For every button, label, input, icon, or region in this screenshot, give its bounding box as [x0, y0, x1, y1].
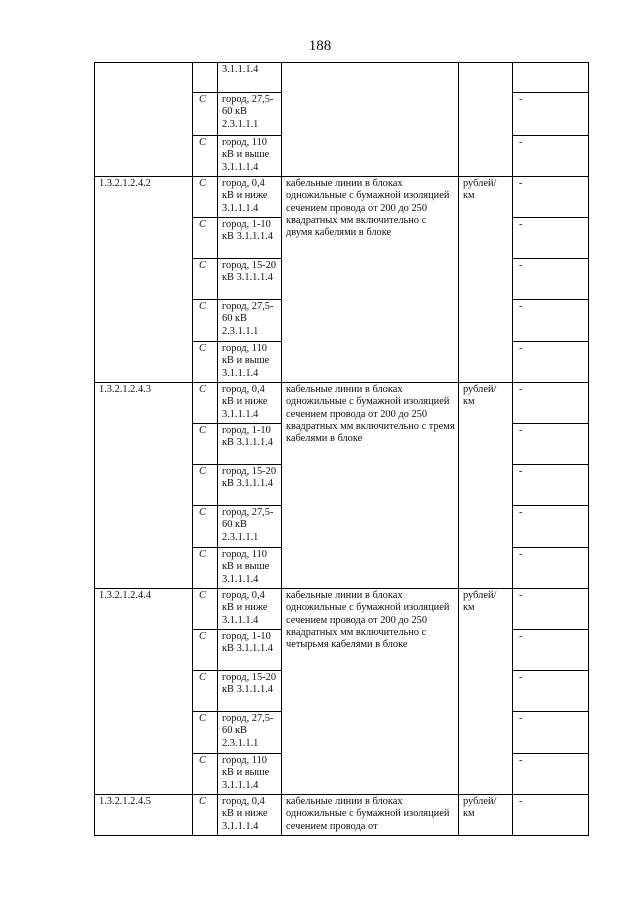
table-row	[95, 589, 589, 630]
value-cell: -	[513, 259, 589, 300]
value-cell: -	[513, 342, 589, 383]
value-cell: -	[513, 136, 589, 177]
description-cell: кабельные линии в блоках одножильные с бумажной изоляцией сечением провода от 200 до 250 квадратных мм включительно с двумя кабелями в блоке	[282, 177, 459, 383]
territory-cell: город, 27,5-60 кВ 2.3.1.1.1	[218, 712, 282, 754]
territory-cell: город, 110 кВ и выше 3.1.1.1.4	[218, 754, 282, 795]
value-cell	[513, 63, 589, 93]
category-cell: C	[193, 754, 218, 795]
unit-cell: рублей/ км	[459, 589, 513, 795]
code-cell: 1.3.2.1.2.4.2	[95, 177, 193, 383]
code-cell: 1.3.2.1.2.4.4	[95, 589, 193, 795]
description-cell: кабельные линии в блоках одножильные с бумажной изоляцией сечением провода от	[282, 795, 459, 836]
territory-cell: город, 1-10 кВ 3.1.1.1.4	[218, 218, 282, 259]
territory-cell: город, 1-10 кВ 3.1.1.1.4	[218, 630, 282, 671]
territory-cell: 3.1.1.1.4	[218, 63, 282, 93]
category-cell: C	[193, 383, 218, 424]
territory-cell: город, 27,5-60 кВ 2.3.1.1.1	[218, 300, 282, 342]
territory-cell: город, 0,4 кВ и ниже 3.1.1.1.4	[218, 177, 282, 218]
table-row	[95, 177, 589, 218]
unit-cell: рублей/ км	[459, 383, 513, 589]
category-cell: C	[193, 671, 218, 712]
value-cell: -	[513, 93, 589, 136]
category-cell: C	[193, 630, 218, 671]
unit-cell	[459, 63, 513, 177]
table-row	[95, 63, 589, 93]
value-cell: -	[513, 300, 589, 342]
territory-cell: город, 110 кВ и выше 3.1.1.1.4	[218, 342, 282, 383]
category-cell: C	[193, 465, 218, 506]
value-cell: -	[513, 424, 589, 465]
table-row	[95, 795, 589, 836]
category-cell: C	[193, 177, 218, 218]
category-cell: C	[193, 548, 218, 589]
tariff-table-body	[95, 63, 589, 836]
territory-cell: город, 27,5-60 кВ 2.3.1.1.1	[218, 93, 282, 136]
value-cell: -	[513, 506, 589, 548]
description-cell: кабельные линии в блоках одножильные с бумажной изоляцией сечением провода от 200 до 250 квадратных мм включительно с тремя кабелями в блоке	[282, 383, 459, 589]
territory-cell: город, 15-20 кВ 3.1.1.1.4	[218, 671, 282, 712]
category-cell	[193, 63, 218, 93]
tariff-table	[94, 62, 589, 836]
category-cell: C	[193, 795, 218, 836]
value-cell: -	[513, 218, 589, 259]
territory-cell: город, 110 кВ и выше 3.1.1.1.4	[218, 136, 282, 177]
unit-cell: рублей/ км	[459, 177, 513, 383]
category-cell: C	[193, 424, 218, 465]
value-cell: -	[513, 671, 589, 712]
code-cell: 1.3.2.1.2.4.3	[95, 383, 193, 589]
category-cell: C	[193, 342, 218, 383]
value-cell: -	[513, 465, 589, 506]
category-cell: C	[193, 93, 218, 136]
code-cell: 1.3.2.1.2.4.5	[95, 795, 193, 836]
value-cell: -	[513, 630, 589, 671]
unit-cell: рублей/ км	[459, 795, 513, 836]
territory-cell: город, 0,4 кВ и ниже 3.1.1.1.4	[218, 589, 282, 630]
category-cell: C	[193, 259, 218, 300]
territory-cell: город, 0,4 кВ и ниже 3.1.1.1.4	[218, 383, 282, 424]
value-cell: -	[513, 177, 589, 218]
territory-cell: город, 0,4 кВ и ниже 3.1.1.1.4	[218, 795, 282, 836]
category-cell: C	[193, 136, 218, 177]
territory-cell: город, 15-20 кВ 3.1.1.1.4	[218, 259, 282, 300]
description-cell	[282, 63, 459, 177]
category-cell: C	[193, 589, 218, 630]
table-row	[95, 383, 589, 424]
category-cell: C	[193, 300, 218, 342]
territory-cell: город, 15-20 кВ 3.1.1.1.4	[218, 465, 282, 506]
description-cell: кабельные линии в блоках одножильные с бумажной изоляцией сечением провода от 200 до 250 квадратных мм включительно с четырьмя кабелями в блоке	[282, 589, 459, 795]
territory-cell: город, 110 кВ и выше 3.1.1.1.4	[218, 548, 282, 589]
value-cell: -	[513, 589, 589, 630]
value-cell: -	[513, 383, 589, 424]
value-cell: -	[513, 795, 589, 836]
code-cell	[95, 63, 193, 177]
page-number: 188	[308, 38, 332, 54]
value-cell: -	[513, 712, 589, 754]
value-cell: -	[513, 754, 589, 795]
category-cell: C	[193, 712, 218, 754]
category-cell: C	[193, 506, 218, 548]
value-cell: -	[513, 548, 589, 589]
territory-cell: город, 1-10 кВ 3.1.1.1.4	[218, 424, 282, 465]
category-cell: C	[193, 218, 218, 259]
territory-cell: город, 27,5-60 кВ 2.3.1.1.1	[218, 506, 282, 548]
